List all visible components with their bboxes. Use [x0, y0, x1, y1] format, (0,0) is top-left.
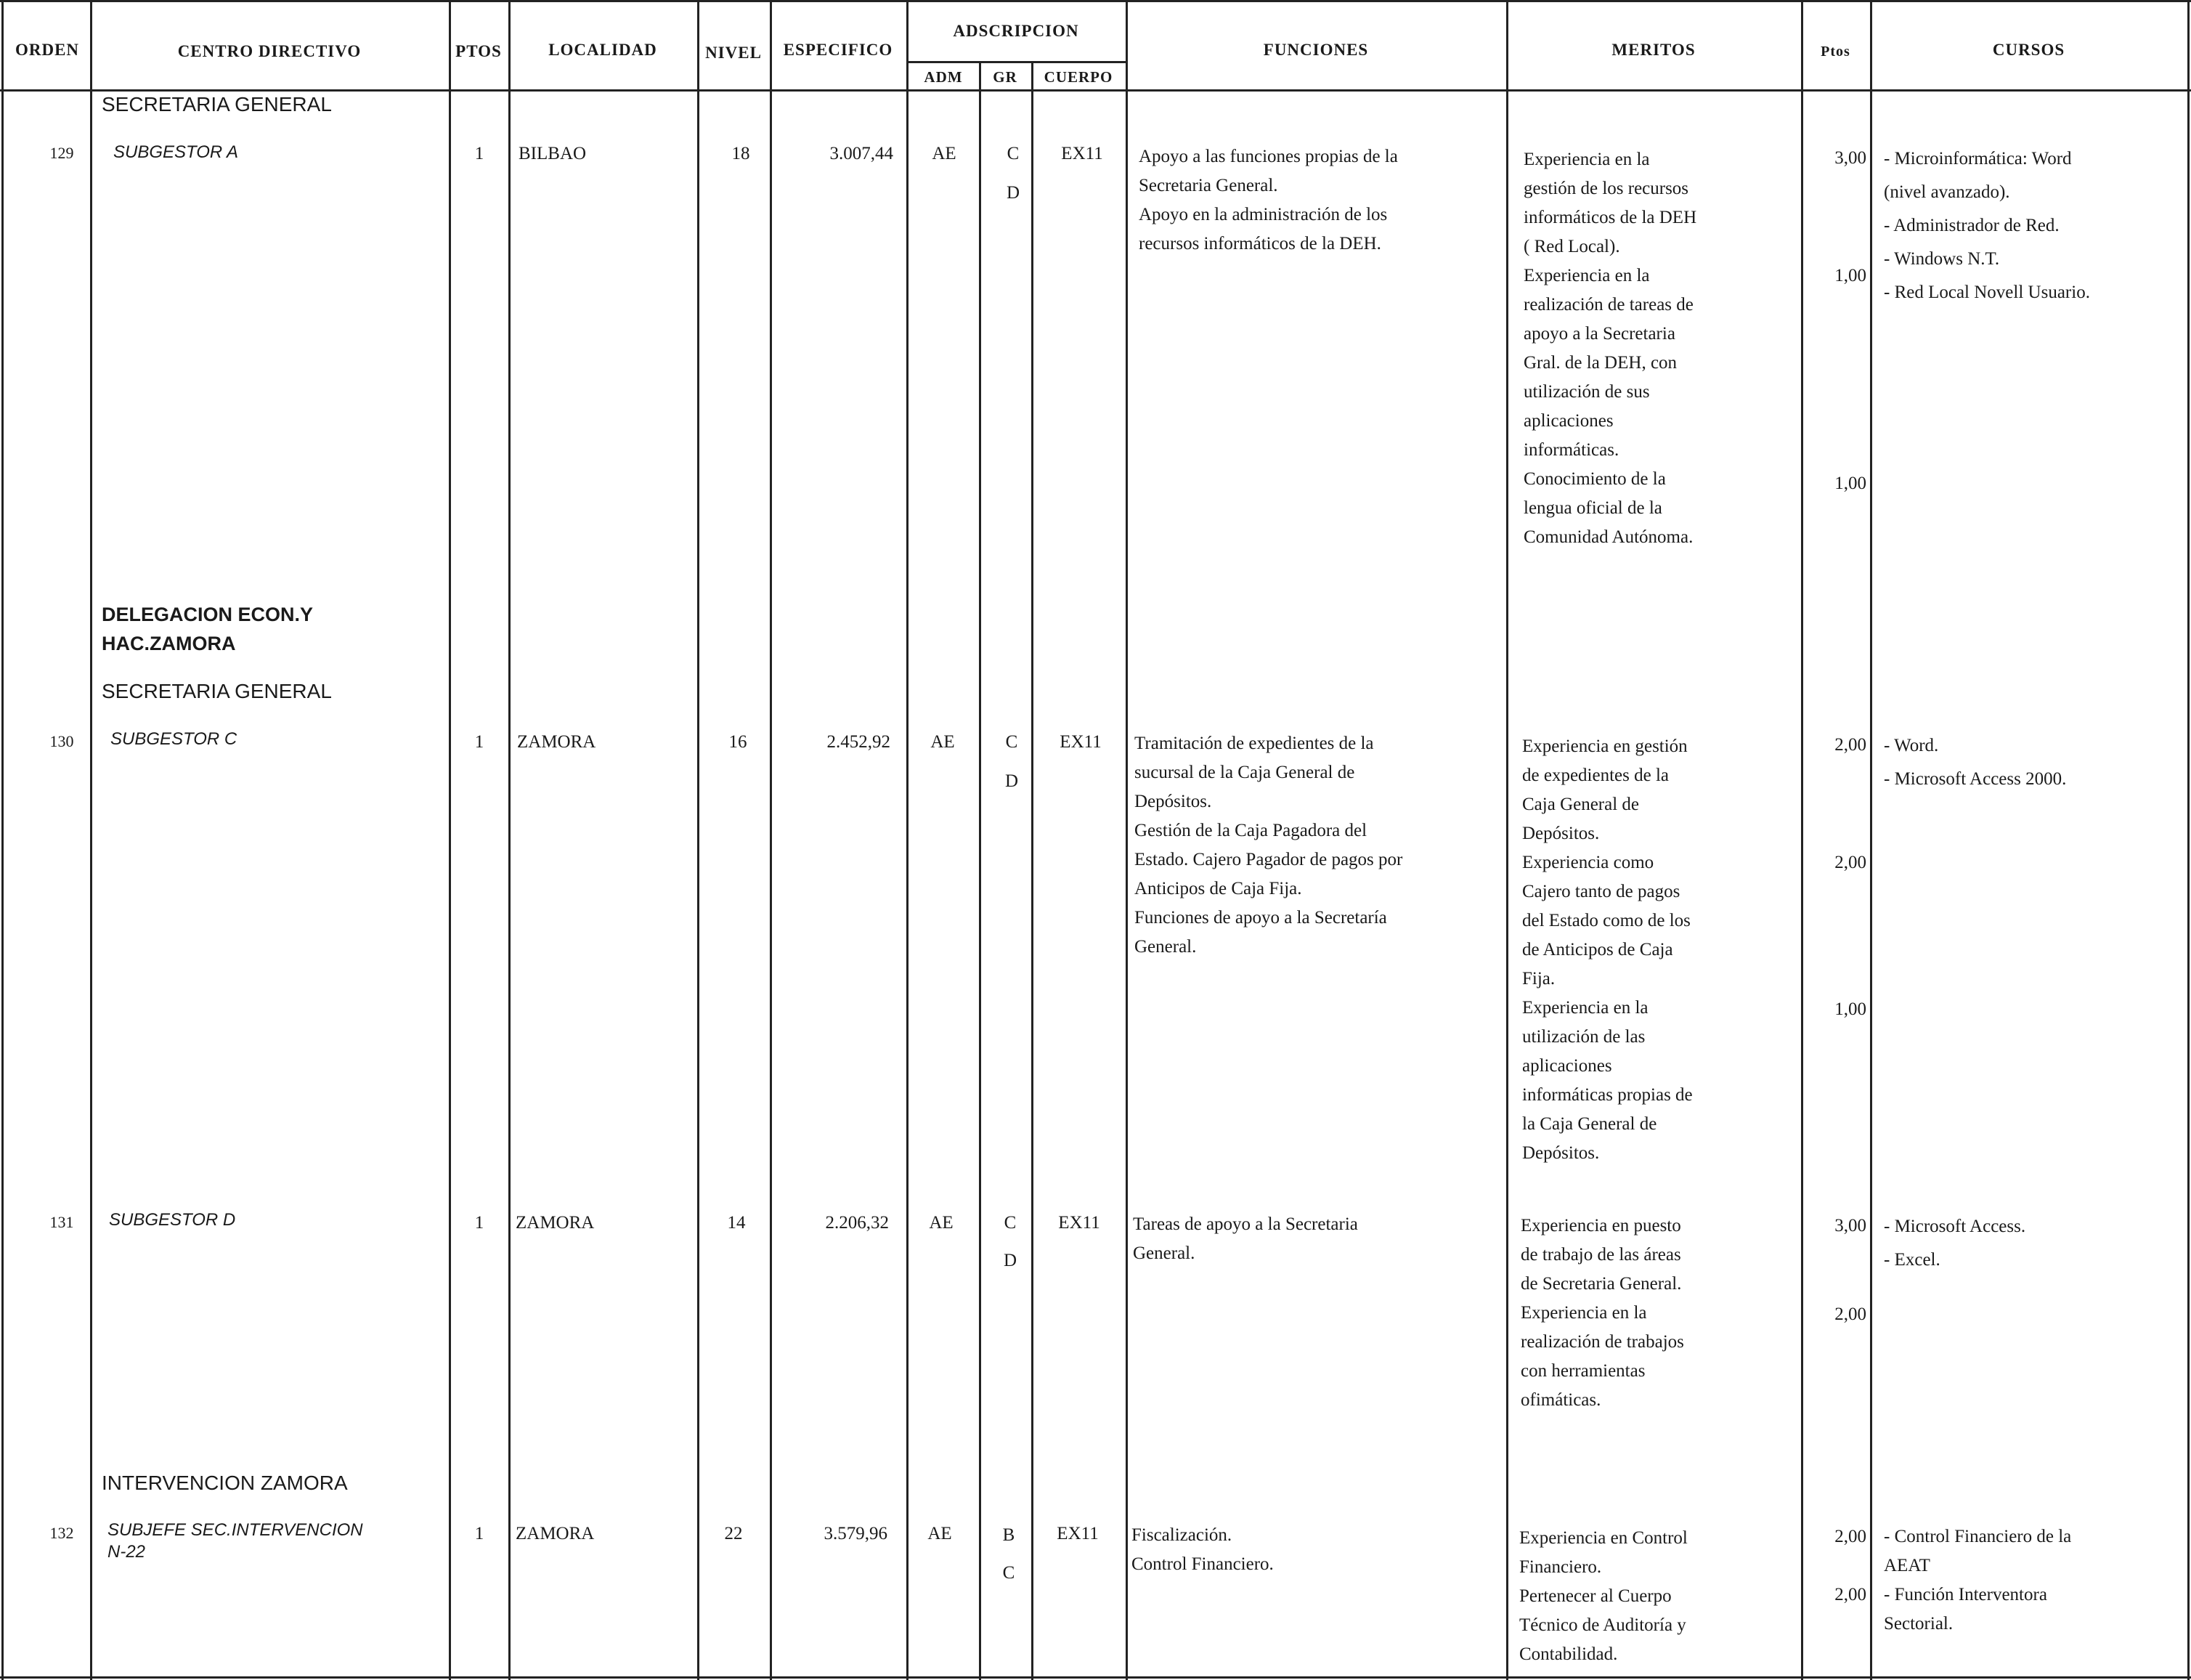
header-centro-directivo: CENTRO DIRECTIVO [177, 42, 362, 60]
cursos-cell: - Control Financiero de la AEAT - Función Interventora Sectorial. [1884, 1527, 2072, 1634]
adm-cell: AE [927, 1524, 952, 1543]
col-divider-orden [90, 0, 92, 1680]
centro-cell: SUBGESTOR C [110, 729, 237, 749]
localidad-cell: ZAMORA [516, 1213, 595, 1233]
gr-cell: C [1005, 732, 1018, 752]
col-divider-gr [1031, 62, 1033, 1680]
col-divider-centro [449, 0, 451, 1680]
cuerpo-cell: EX11 [1061, 144, 1103, 163]
cuerpo-cell: EX11 [1060, 732, 1102, 752]
funciones-cell: Fiscalización. Control Financiero. [1131, 1525, 1274, 1574]
meritos-cell: Experiencia en Control Financiero. Pertenecer al Cuerpo Técnico de Auditoría y Contabilidad. [1519, 1528, 1688, 1664]
header-meritos: MERITOS [1611, 41, 1696, 59]
header-cursos: CURSOS [1992, 41, 2065, 59]
cursos-cell: - Microinformática: Word (nivel avanzado). - Administrador de Red. - Windows N.T. - Red Local Novell Usuario. [1884, 149, 2090, 302]
ptos-cell: 1 [474, 732, 484, 752]
localidad-cell: ZAMORA [517, 732, 596, 752]
gr-cell: C [1007, 144, 1020, 163]
orden-cell: 132 [49, 1524, 74, 1542]
puntos-cell: 2,00 [1834, 853, 1866, 872]
header-orden: ORDEN [15, 41, 80, 59]
orden-cell: 130 [49, 732, 74, 750]
meritos-cell: Experiencia en puesto de trabajo de las áreas de Secretaria General. Experiencia en la realización de trabajos con herramientas ofimáticas. [1521, 1216, 1684, 1410]
cuerpo-cell: EX11 [1058, 1213, 1100, 1233]
puntos-cell: 1,00 [1834, 474, 1866, 493]
header-cuerpo: CUERPO [1044, 68, 1113, 86]
especifico-cell: 2.206,32 [825, 1213, 889, 1233]
header-especifico: ESPECIFICO [783, 41, 893, 59]
localidad-cell: BILBAO [519, 144, 587, 163]
header-bottom-border [0, 89, 2191, 92]
header-ptos: PTOS [455, 42, 502, 60]
col-divider-ptos [508, 0, 511, 1680]
meritos-cell: Experiencia en gestión de expedientes de la Caja General de Depósitos. Experiencia como Cajero tanto de pagos del Estado como de los de Anticipos de Caja Fija. Experiencia en la utilización de las aplicaciones informáticas propias de la Caja General de Depósitos. [1522, 736, 1693, 1163]
col-divider-cuerpo [1126, 0, 1128, 1680]
col-divider-funciones [1506, 0, 1508, 1680]
puntos-cell: 1,00 [1834, 266, 1866, 285]
puntos-cell: 3,00 [1834, 1216, 1866, 1235]
col-divider-especifico [906, 0, 908, 1680]
nivel-cell: 22 [724, 1524, 743, 1543]
adscripcion-subheader-line [906, 61, 1126, 63]
adm-cell: AE [929, 1213, 954, 1233]
section-label: SECRETARIA GENERAL [102, 680, 332, 702]
section-label: DELEGACION ECON.Y HAC.ZAMORA [102, 604, 314, 654]
orden-cell: 129 [49, 144, 74, 162]
especifico-cell: 3.579,96 [824, 1524, 887, 1543]
header-adscripcion: ADSCRIPCION [953, 22, 1079, 40]
ptos-cell: 1 [474, 1524, 484, 1543]
gr-cell: D [1004, 771, 1019, 791]
border-left [1, 0, 4, 1680]
header-funciones: FUNCIONES [1263, 41, 1369, 59]
border-right [2187, 0, 2190, 1680]
funciones-cell: Tramitación de expedientes de la sucursal de la Caja General de Depósitos. Gestión de la Caja Pagadora del Estado. Cajero Pagador de pagos por Anticipos de Caja Fija. Funciones de apoyo a la Secretaría General. [1134, 734, 1403, 957]
localidad-cell: ZAMORA [516, 1524, 595, 1543]
puntos-cell: 2,00 [1834, 1585, 1866, 1604]
nivel-cell: 16 [728, 732, 747, 752]
cursos-cell: - Microsoft Access. - Excel. [1884, 1217, 2026, 1270]
puntos-cell: 2,00 [1834, 1527, 1866, 1546]
puntos-cell: 2,00 [1834, 1304, 1866, 1324]
puntos-cell: 2,00 [1834, 735, 1866, 755]
section-label: INTERVENCION ZAMORA [102, 1472, 348, 1494]
col-divider-localidad [697, 0, 699, 1680]
gr-cell: C [1004, 1213, 1017, 1233]
col-divider-adm [979, 62, 981, 1680]
centro-cell: SUBGESTOR D [109, 1210, 236, 1230]
ptos-cell: 1 [474, 144, 484, 163]
centro-cell: SUBGESTOR A [113, 142, 239, 162]
gr-cell: B [1002, 1525, 1015, 1545]
especifico-cell: 3.007,44 [829, 144, 893, 163]
header-adm: ADM [924, 68, 963, 86]
funciones-cell: Tareas de apoyo a la Secretaria General. [1133, 1214, 1358, 1263]
header-top-border [0, 0, 2191, 2]
col-divider-meritos [1801, 0, 1803, 1680]
funciones-cell: Apoyo a las funciones propias de la Secretaria General. Apoyo en la administración de los recursos informáticos de la DEH. [1139, 147, 1398, 253]
gr-cell: D [1006, 183, 1020, 203]
nivel-cell: 18 [731, 144, 750, 163]
gr-cell: D [1003, 1251, 1017, 1270]
cursos-cell: - Word. - Microsoft Access 2000. [1884, 736, 2067, 789]
header-ptos-meritos: Ptos [1821, 44, 1850, 60]
page-bottom-border [0, 1676, 2191, 1679]
header-localidad: LOCALIDAD [548, 41, 657, 59]
header-gr: GR [993, 68, 1017, 86]
puntos-cell: 3,00 [1834, 148, 1866, 168]
col-divider-nivel [770, 0, 772, 1680]
section-label: SECRETARIA GENERAL [102, 93, 332, 115]
col-divider-ptos2 [1870, 0, 1872, 1680]
gr-cell: C [1002, 1563, 1015, 1583]
adm-cell: AE [930, 732, 955, 752]
cuerpo-cell: EX11 [1057, 1524, 1099, 1543]
centro-cell: SUBJEFE SEC.INTERVENCION N-22 [107, 1520, 363, 1562]
header-nivel: NIVEL [705, 44, 762, 62]
meritos-cell: Experiencia en la gestión de los recursos informáticos de la DEH ( Red Local). Experiencia en la realización de tareas de apoyo a la Secretaria Gral. de la DEH, con utilización de sus aplicaciones informáticas. Conocimiento de la lengua oficial de la Comunidad Autónoma. [1524, 150, 1697, 547]
orden-cell: 131 [49, 1213, 74, 1231]
especifico-cell: 2.452,92 [826, 732, 890, 752]
puntos-cell: 1,00 [1834, 999, 1866, 1019]
ptos-cell: 1 [474, 1213, 484, 1233]
nivel-cell: 14 [727, 1213, 746, 1233]
adm-cell: AE [932, 144, 956, 163]
